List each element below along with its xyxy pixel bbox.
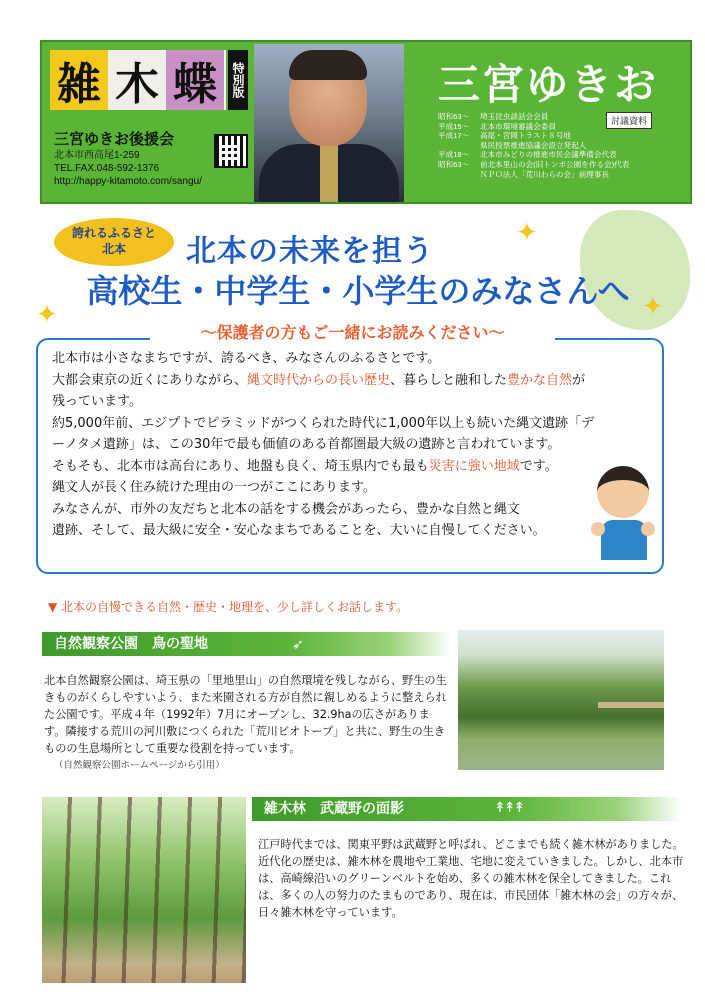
intro-line: 縄文人が長く住み続けた理由の一つがここにあります。 <box>52 480 376 495</box>
intro-line: そもそも、北本市は高台にあり、地盤も良く、埼玉県内でも最も災害に強い地域です。 <box>52 458 558 474</box>
contact-info <box>54 149 202 188</box>
subheadline: 〜保護者の方もご一緒にお読みください〜 <box>150 320 555 343</box>
boy-fist-left <box>591 522 605 536</box>
boardwalk-shape <box>598 702 664 708</box>
section-heading-forest: 雑木林 武蔵野の面影 <box>252 797 682 821</box>
badge-line-1: 誇れるふるさと <box>71 226 156 240</box>
pride-note: ▼ 北本の自慢できる自然・歴史・地理を、少し詳しくお話します。 <box>48 600 409 614</box>
section-heading-park: 自然観察公園 鳥の聖地 <box>42 632 452 656</box>
career-item: 昭和63〜 前北本里山の会(旧トンボ公園を作る会)代表 <box>438 159 630 169</box>
proud-boy-illustration <box>591 466 653 566</box>
section-forest-body <box>258 836 684 921</box>
candidate-photo <box>254 44 404 202</box>
intro-line: 残っています。 <box>52 394 142 409</box>
intro-line: ーノタメ遺跡」は、この30年で最も価値のある首都圏最大級の遺跡と言われています。 <box>52 437 561 452</box>
masthead <box>40 40 692 204</box>
headline-line-2: 高校生・中学生・小学生のみなさんへ <box>86 272 630 310</box>
hair-shape <box>289 50 367 80</box>
highlight-disaster: 災害に強い地域 <box>428 458 520 474</box>
headline-line-1: 北本の未来を担う <box>186 234 434 269</box>
newsletter-title <box>50 50 226 110</box>
tree-icon: ↟↟↟ <box>494 800 524 816</box>
title-char-2: 木 <box>108 50 166 110</box>
highlight-history: 縄文時代からの長い歴史 <box>247 372 391 388</box>
address-line: 北本市西高尾1-259 <box>54 150 140 161</box>
badge-line-2: 北本 <box>101 242 126 256</box>
qr-code-icon[interactable] <box>214 134 248 168</box>
park-citation: （自然観察公園ホームページから引用） <box>54 760 225 771</box>
tie-shape <box>320 144 338 202</box>
intro-line: 北本市は小さなまちですが、誇るべき、みなさんのふるさとです。 <box>52 351 441 366</box>
candidate-name: 三宮ゆきお <box>437 60 658 109</box>
title-char-1: 雑 <box>50 50 108 110</box>
section-park-body <box>44 672 448 771</box>
park-photo <box>458 630 664 770</box>
career-item: ＮＰＯ法人「荒川わらの会」前理事長 <box>480 169 610 179</box>
sparkle-icon: ✦ <box>642 292 664 322</box>
intro-line: みなさんが、市外の友だちと北本の話をする機会があったら、豊かな自然と縄文 <box>52 501 520 517</box>
special-edition-label: 特別版 <box>228 50 248 110</box>
intro-line: 約5,000年前、エジプトでピラミッドがつくられた時代に1,000年以上も続いた縄文遺跡「デ <box>52 415 595 431</box>
career-list <box>438 112 629 179</box>
highlight-nature: 豊かな自然 <box>507 372 573 388</box>
career-item: 昭和63〜 埼玉昆虫談話会会員 <box>438 112 549 121</box>
debate-material-label: 討議資料 <box>606 112 652 129</box>
sparkle-icon: ✦ <box>36 300 58 330</box>
sparkle-icon: ✦ <box>516 218 538 248</box>
boy-fist-right <box>641 522 655 536</box>
boy-body <box>601 520 647 560</box>
boy-head <box>597 466 649 518</box>
intro-text <box>52 348 652 542</box>
intro-line: 大都会東京の近くにありながら、縄文時代からの長い歴史、暮らしと融和した豊かな自然が <box>52 372 586 388</box>
association-name: 三宮ゆきお後援会 <box>54 131 175 148</box>
phone-line: TEL.FAX.048-592-1376 <box>54 163 160 174</box>
intro-box <box>36 338 664 574</box>
forest-photo <box>42 797 246 983</box>
intro-line: 遺跡、そして、最大級に安全・安心なまちであることを、大いに自慢してください。 <box>52 523 546 538</box>
career-item: 平成17〜 高尾・宮岡トラスト８号地 <box>438 131 571 141</box>
website-link[interactable]: http://happy-kitamoto.com/sangu/ <box>54 176 202 187</box>
forest-paragraph: 江戸時代までは、関東平野は武蔵野と呼ばれ、どこまでも続く雑木林がありました。近代化の歴史は、雑木林を農地や工業地、宅地に変えていきました。しかし、北本市は、高崎線沿いのグリーンベルトを始め、多くの雑木林を保全してきました。これは、多くの人の努力のたまものであり、現在は、市民団体「雑木林の会」の方々が、日々雑木林を守っています。 <box>258 838 684 919</box>
bird-icon: ➶ <box>292 637 304 653</box>
career-item: 県民投票推進協議会設立発起人 <box>480 140 587 150</box>
career-item: 平成15〜 北本市環境審議会委員 <box>438 121 556 131</box>
title-char-3: 蝶 <box>166 50 224 110</box>
pride-badge <box>54 218 174 266</box>
career-item: 平成18〜 北本市みどりの推進市民会議準備会代表 <box>438 150 617 160</box>
park-paragraph: 北本自然観察公園は、埼玉県の「里地里山」の自然環境を残しながら、野生の生きものがくらしやすいよう、また来園される方が自然に親しめるように整えられた公園です。平成４年（1992年）7月にオープンし、32.9haの広さがあります。隣接する荒川の河川敷につくられた「荒川ビオトープ」と共に、野生の生きものの生息場所として重要な役割を持っています。 <box>44 674 447 755</box>
